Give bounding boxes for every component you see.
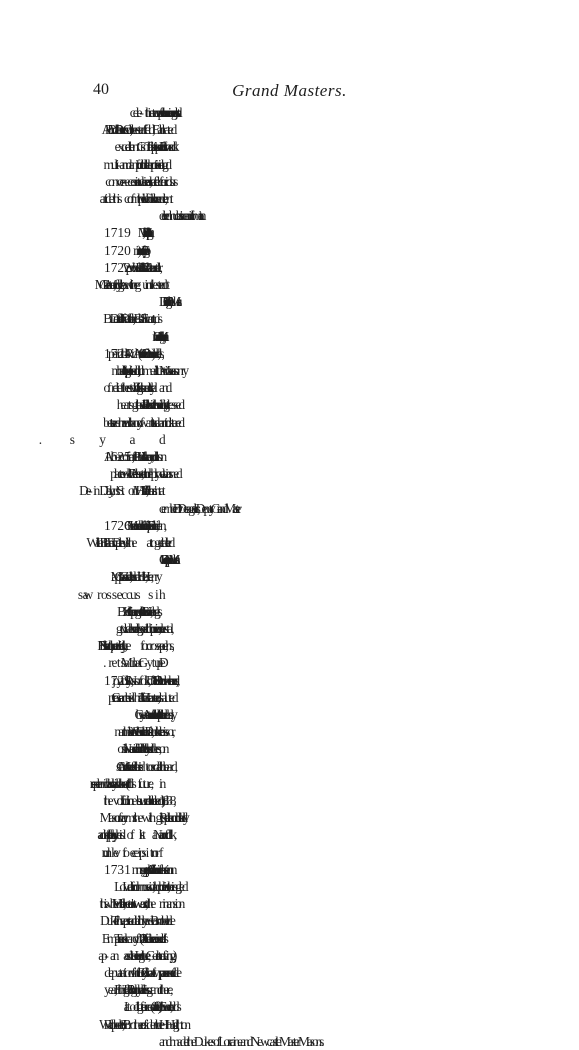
- entry-year: 1625: [104, 449, 131, 464]
- text-line: [159, 173, 579, 190]
- page-header: [0, 81, 579, 103]
- text-line: [159, 792, 579, 809]
- text-line: [159, 637, 579, 654]
- text-line: [159, 482, 579, 499]
- text-line: [159, 740, 579, 757]
- entry-year: 1731: [104, 861, 131, 877]
- text-line: [159, 912, 579, 929]
- text-line: [159, 947, 579, 964]
- text-line: [159, 706, 579, 723]
- text-line: [159, 930, 579, 947]
- entry-year: 1722: [104, 259, 131, 275]
- text-line: O'Brien, Earl of Inchiquin, was saluted as Grand Master, and: [141, 517, 142, 533]
- text-line: [159, 895, 579, 912]
- text-line: [159, 964, 579, 981]
- page-number: 40: [93, 81, 109, 98]
- text-line: derived much assistance and information.: [159, 208, 201, 224]
- text-line: [159, 156, 579, 173]
- text-line: [159, 414, 579, 431]
- text-line: [159, 826, 579, 843]
- text-line: cember. Dr. Desaguiliers, Deputy Grand Master.: [159, 500, 237, 516]
- text-line: Cooper, Esq. Deputy Grand Master.: [159, 552, 170, 568]
- text-line: [159, 998, 579, 1015]
- text-line: [141, 568, 579, 585]
- entry-year: 1720: [104, 242, 131, 258]
- text-line: James King, Earl of Kingston, who presented to the Brethren: [141, 603, 142, 619]
- text-line: Theophilus Desaguiliers, M.D.: [141, 225, 144, 241]
- text-line: [159, 723, 579, 740]
- text-line: [159, 620, 579, 637]
- text-line: [159, 1016, 579, 1033]
- text-line: [159, 758, 579, 775]
- text-line: [159, 534, 579, 551]
- text-line: [159, 190, 579, 207]
- text-line: [159, 396, 579, 413]
- text-line: [159, 689, 579, 706]
- text-line: [159, 775, 579, 792]
- entry-year: 1729,: [104, 672, 135, 688]
- entry-year: 1724: [104, 345, 131, 361]
- text-line: The Duke of Wharton was proclaimed Grand Master, but was: [141, 259, 146, 275]
- text-line: [141, 242, 579, 259]
- text-line: cleugh; after him as Grand Master: [159, 328, 162, 344]
- text-line: [159, 809, 579, 826]
- text-line: [159, 654, 579, 671]
- text-line: [146, 672, 579, 689]
- text-line: [159, 138, 579, 155]
- text-line: Dr. Desaguiliers, Past Grand Master.: [159, 294, 174, 310]
- text-line: [159, 431, 579, 448]
- text-line: [141, 345, 579, 362]
- entry-year: 1719: [104, 225, 131, 241]
- text-line: [159, 121, 579, 138]
- text-line: [159, 276, 579, 293]
- running-title: Grand Masters.: [232, 81, 347, 100]
- text-line: [159, 362, 579, 379]
- text-line: [159, 878, 579, 895]
- text-line: [141, 448, 579, 465]
- entry-year: 1726: [104, 517, 131, 533]
- text-line: [141, 310, 579, 327]
- text-line: [159, 465, 579, 482]
- text-line: [159, 586, 579, 603]
- text-line: A magnificent procession of noblemen and gentlemen in masonic: [146, 861, 162, 877]
- text-line: and made the Dukes of Lorraine and Newcastle Master Masons.: [159, 1033, 322, 1049]
- text-line: [159, 844, 579, 861]
- text-line: [159, 379, 579, 396]
- text-line: [159, 104, 579, 121]
- text-line: [159, 981, 579, 998]
